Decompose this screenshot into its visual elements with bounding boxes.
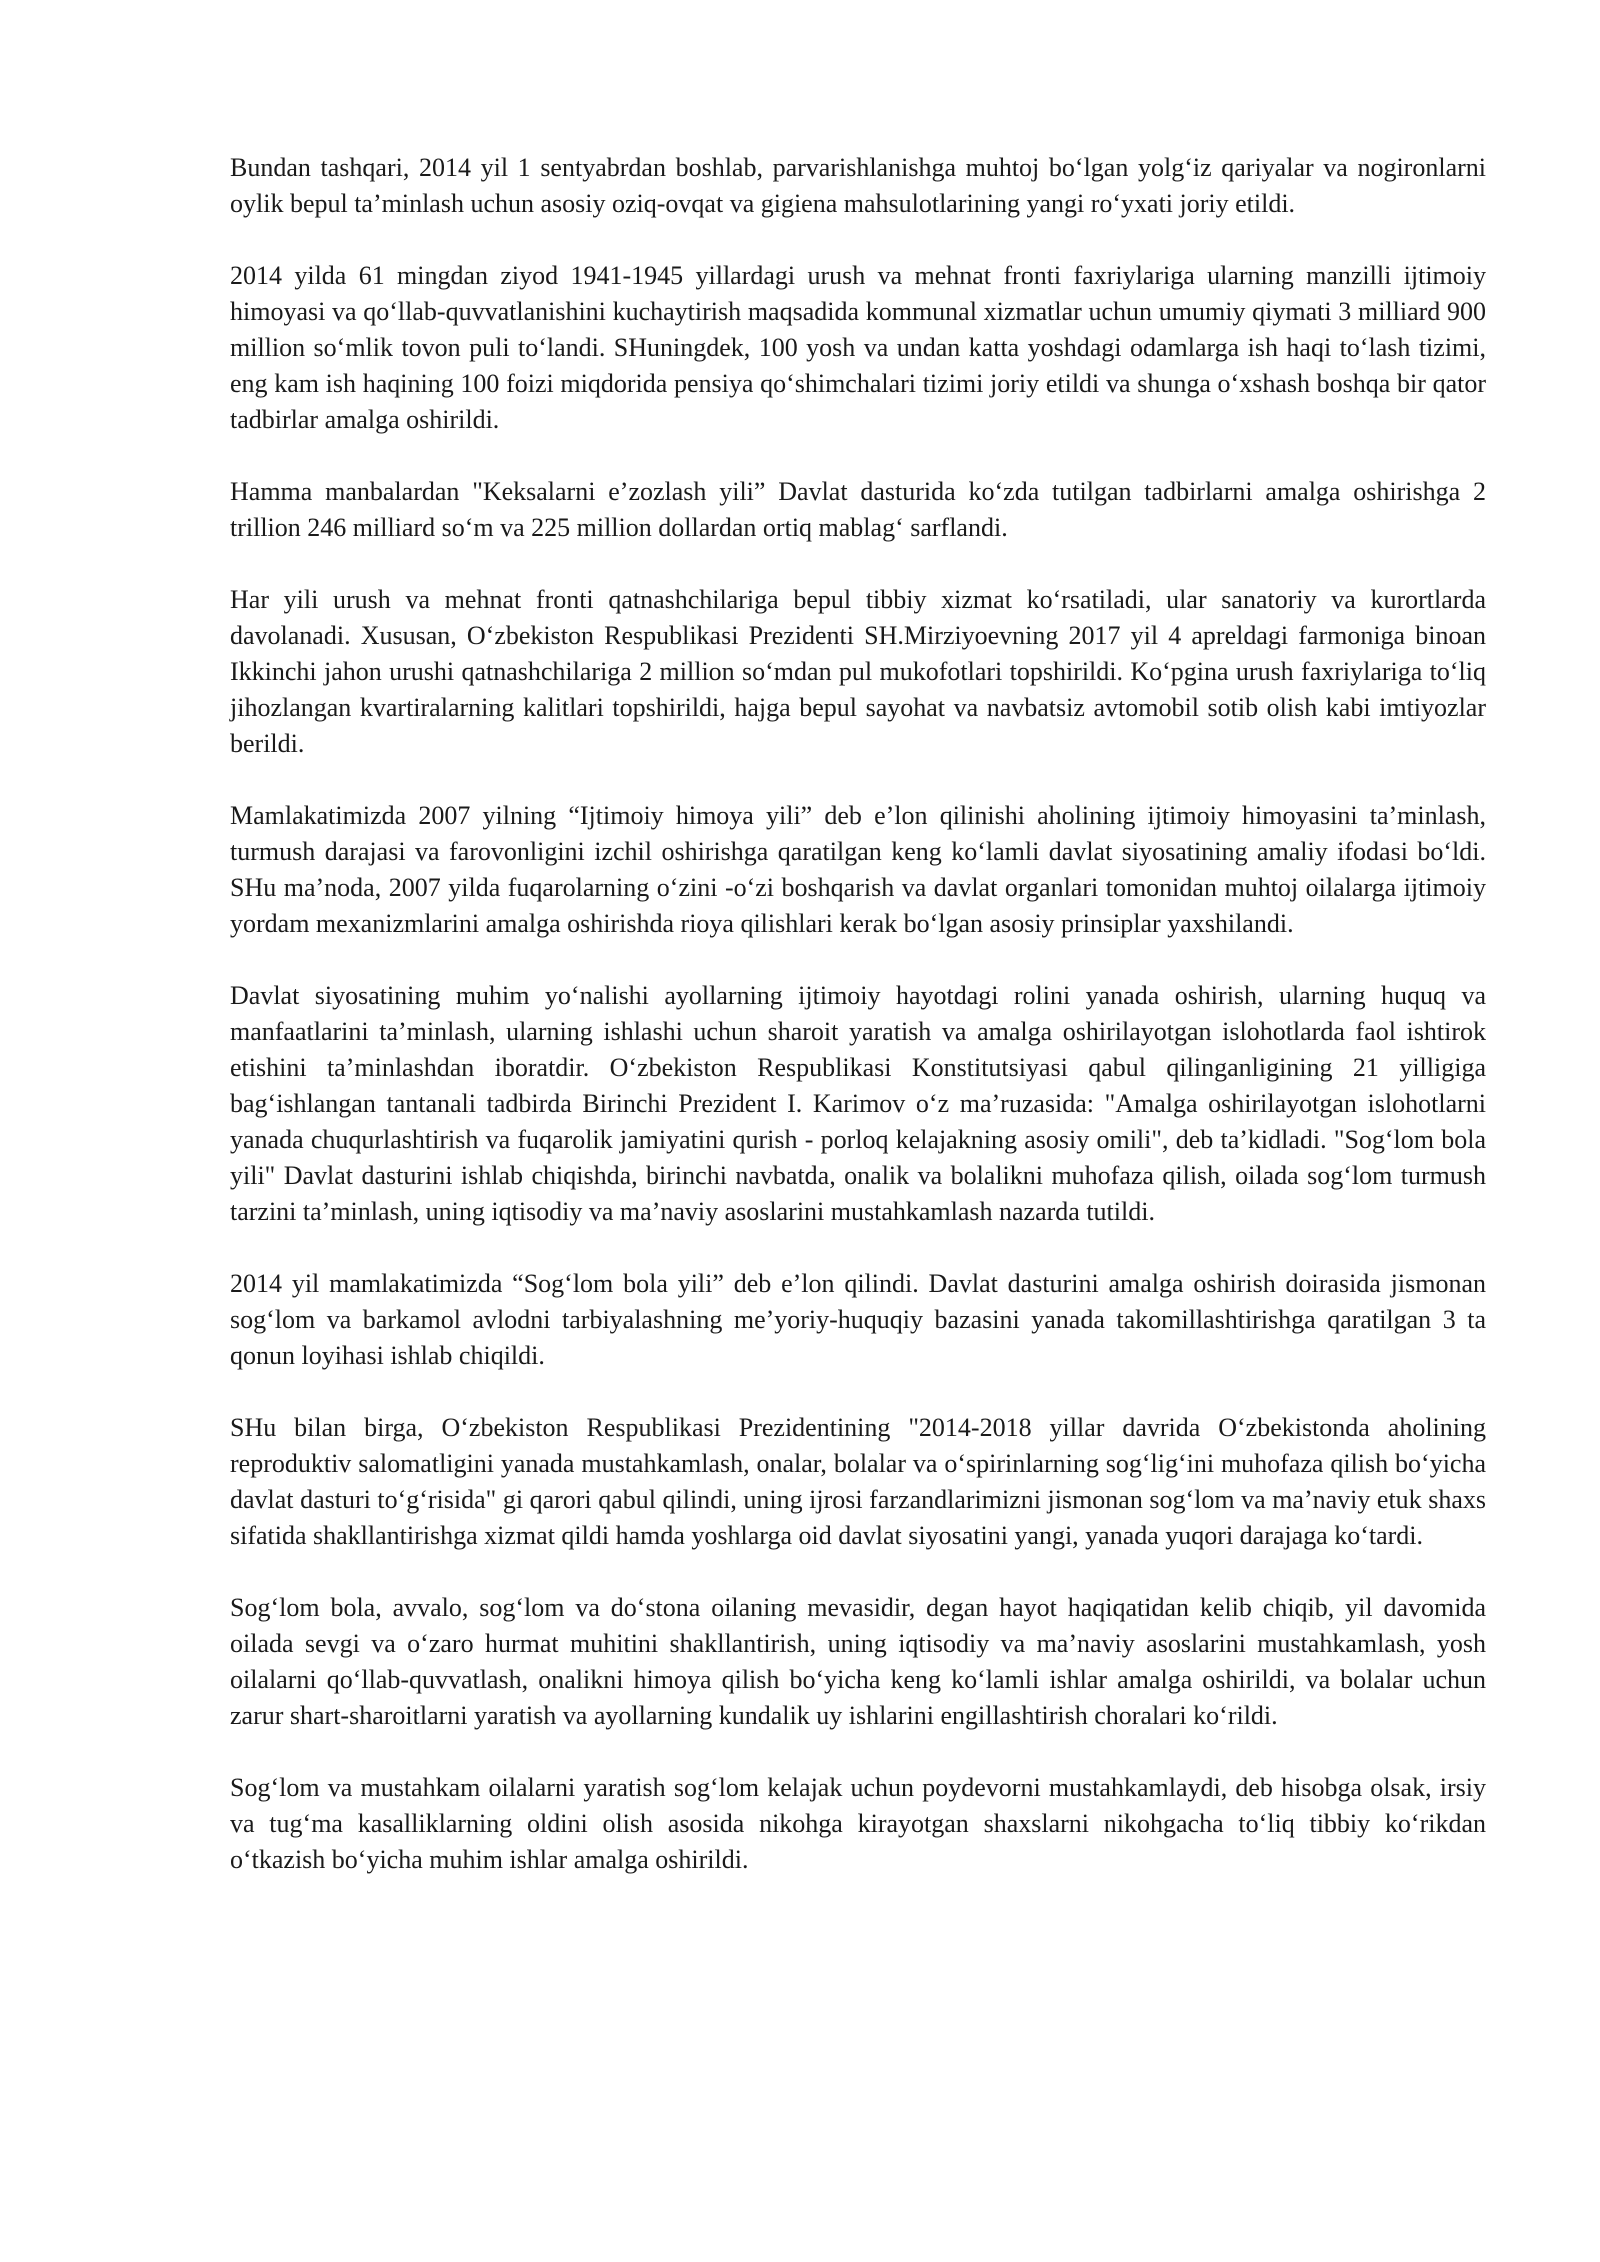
paragraph-1: Bundan tashqari, 2014 yil 1 sentyabrdan boshlab, parvarishlanishga muhtoj bo‘lgan yolg‘iz qariyalar va nogironlarni oylik bepul ta’minlash uchun asosiy oziq-ovqat va gigiena mahsulotlarining yangi ro‘yxati joriy etildi. [230,153,1486,218]
document-page [230,150,1486,1878]
paragraph-9: Sog‘lom bola, avvalo, sog‘lom va do‘stona oilaning mevasidir, degan hayot haqiqatidan kelib chiqib, yil davomida oilada sevgi va o‘zaro hurmat muhitini shakllantirish, uning iqtisodiy va ma’naviy asoslarini mustahkamlash, yosh oilalarni qo‘llab-quvvatlash, onalikni himoya qilish bo‘yicha keng ko‘lamli ishlar amalga oshirildi, va bolalar uchun zarur shart-sharoitlarni yaratish va ayollarning kundalik uy ishlarini engillashtirish choralari ko‘rildi. [230,1593,1486,1730]
paragraph-7: 2014 yil mamlakatimizda “Sog‘lom bola yili” deb e’lon qilindi. Davlat dasturini amalga oshirish doirasida jismonan sog‘lom va barkamol avlodni tarbiyalashning me’yoriy-huquqiy bazasini yanada takomillashtirishga qaratilgan 3 ta qonun loyihasi ishlab chiqildi. [230,1269,1486,1370]
paragraph-5: Mamlakatimizda 2007 yilning “Ijtimoiy himoya yili” deb e’lon qilinishi aholining ijtimoiy himoyasini ta’minlash, turmush darajasi va farovonligini izchil oshirishga qaratilgan keng ko‘lamli davlat siyosatining amaliy ifodasi bo‘ldi. SHu ma’noda, 2007 yilda fuqarolarning o‘zini -o‘zi boshqarish va davlat organlari tomonidan muhtoj oilalarga ijtimoiy yordam mexanizmlarini amalga oshirishda rioya qilishlari kerak bo‘lgan asosiy prinsiplar yaxshilandi. [230,801,1486,938]
paragraph-6: Davlat siyosatining muhim yo‘nalishi ayollarning ijtimoiy hayotdagi rolini yanada oshirish, ularning huquq va manfaatlarini ta’minlash, ularning ishlashi uchun sharoit yaratish va amalga oshirilayotgan islohotlarda faol ishtirok etishini ta’minlashdan iboratdir. O‘zbekiston Respublikasi Konstitutsiyasi qabul qilinganligining 21 yilligiga bag‘ishlangan tantanali tadbirda Birinchi Prezident I. Karimov o‘z ma’ruzasida: "Amalga oshirilayotgan islohotlarni yanada chuqurlashtirish va fuqarolik jamiyatini qurish - porloq kelajakning asosiy omili", deb ta’kidladi. "Sog‘lom bola yili" Davlat dasturini ishlab chiqishda, birinchi navbatda, onalik va bolalikni muhofaza qilish, oilada sog‘lom turmush tarzini ta’minlash, uning iqtisodiy va ma’naviy asoslarini mustahkamlash nazarda tutildi. [230,981,1486,1226]
paragraph-10: Sog‘lom va mustahkam oilalarni yaratish sog‘lom kelajak uchun poydevorni mustahkamlaydi, deb hisobga olsak, irsiy va tug‘ma kasalliklarning oldini olish asosida nikohga kirayotgan shaxslarni nikohgacha to‘liq tibbiy ko‘rikdan o‘tkazish bo‘yicha muhim ishlar amalga oshirildi. [230,1773,1486,1874]
paragraph-4: Har yili urush va mehnat fronti qatnashchilariga bepul tibbiy xizmat ko‘rsatiladi, ular sanatoriy va kurortlarda davolanadi. Xususan, O‘zbekiston Respublikasi Prezidenti SH.Mirziyoevning 2017 yil 4 apreldagi farmoniga binoan Ikkinchi jahon urushi qatnashchilariga 2 million so‘mdan pul mukofotlari topshirildi. Ko‘pgina urush faxriylariga to‘liq jihozlangan kvartiralarning kalitlari topshirildi, hajga bepul sayohat va navbatsiz avtomobil sotib olish kabi imtiyozlar berildi. [230,585,1486,758]
paragraph-3: Hamma manbalardan "Keksalarni e’zozlash yili” Davlat dasturida ko‘zda tutilgan tadbirlarni amalga oshirishga 2 trillion 246 milliard so‘m va 225 million dollardan ortiq mablag‘ sarflandi. [230,477,1486,542]
paragraph-2: 2014 yilda 61 mingdan ziyod 1941-1945 yillardagi urush va mehnat fronti faxriylariga ularning manzilli ijtimoiy himoyasi va qo‘llab-quvvatlanishini kuchaytirish maqsadida kommunal xizmatlar uchun umumiy qiymati 3 milliard 900 million so‘mlik tovon puli to‘landi. SHuningdek, 100 yosh va undan katta yoshdagi odamlarga ish haqi to‘lash tizimi, eng kam ish haqining 100 foizi miqdorida pensiya qo‘shimchalari tizimi joriy etildi va shunga o‘xshash boshqa bir qator tadbirlar amalga oshirildi. [230,261,1486,434]
paragraph-8: SHu bilan birga, O‘zbekiston Respublikasi Prezidentining "2014-2018 yillar davrida O‘zbekistonda aholining reproduktiv salomatligini yanada mustahkamlash, onalar, bolalar va o‘spirinlarning sog‘lig‘ini muhofaza qilish bo‘yicha davlat dasturi to‘g‘risida" gi qarori qabul qilindi, uning ijrosi farzandlarimizni jismonan sog‘lom va ma’naviy etuk shaxs sifatida shakllantirishga xizmat qildi hamda yoshlarga oid davlat siyosatini yangi, yanada yuqori darajaga ko‘tardi. [230,1413,1486,1550]
